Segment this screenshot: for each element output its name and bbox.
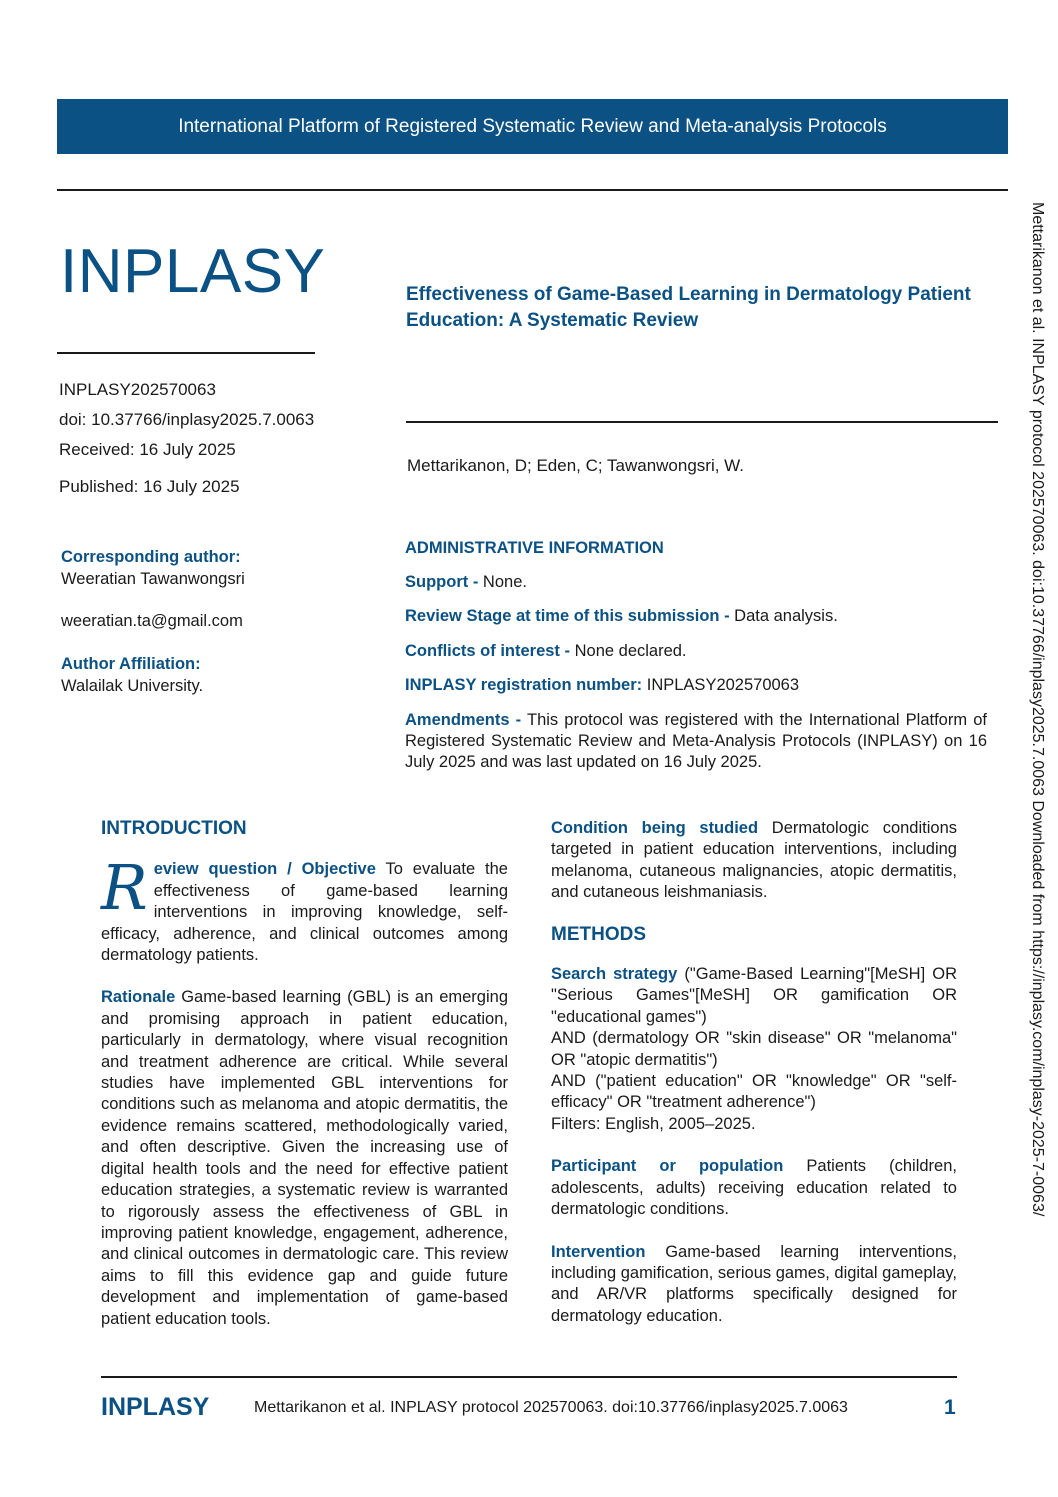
corresponding-author-name: Weeratian Tawanwongsri [61, 570, 245, 588]
review-question-paragraph [101, 851, 508, 966]
registration-id: INPLASY202570063 [59, 380, 216, 399]
logo-divider [57, 352, 315, 354]
banner-text: International Platform of Registered Systematic Review and Meta-analysis Protocols [178, 115, 887, 137]
admin-support [405, 572, 987, 593]
amendments-label: Amendments - [405, 711, 522, 729]
admin-amendments [405, 710, 987, 773]
corresponding-author-email: weeratian.ta@gmail.com [61, 612, 243, 630]
introduction-heading: INTRODUCTION [101, 818, 247, 839]
left-column [101, 818, 508, 1330]
registration-value: INPLASY202570063 [646, 676, 800, 694]
participant-paragraph [551, 1156, 957, 1220]
review-question-label: eview question / Objective [153, 860, 376, 879]
search-strategy-label: Search strategy [551, 965, 678, 984]
search-line-4: Filters: English, 2005–2025. [551, 1114, 756, 1133]
drop-cap: R [101, 851, 148, 925]
admin-review-stage [405, 606, 987, 627]
admin-heading: ADMINISTRATIVE INFORMATION [405, 539, 664, 557]
search-line-3: AND ("patient education" OR "knowledge" OR "self-efficacy" OR "treatment adherence") [551, 1072, 957, 1112]
conflicts-value: None declared. [574, 642, 687, 660]
condition-text: Dermatologic conditions targeted in patient education interventions, including melanoma, cutaneous malignancies, atopic dermatitis, and cutaneous leishmaniasis. [551, 819, 957, 902]
admin-conflicts [405, 641, 987, 662]
intervention-paragraph [551, 1242, 957, 1328]
right-column [551, 818, 957, 1327]
review-stage-value: Data analysis. [734, 607, 838, 625]
participant-label: Participant or population [551, 1157, 784, 1176]
conflicts-label: Conflicts of interest - [405, 642, 571, 660]
search-line-2: AND (dermatology OR "skin disease" OR "melanoma" OR "atopic dermatitis") [551, 1029, 957, 1069]
amendments-value: This protocol was registered with the International Platform of Registered Systematic Review and Meta-Analysis Protocols (INPLASY) on 16 July 2025 and was last updated on 16 July 2025. [405, 711, 987, 771]
review-stage-label: Review Stage at time of this submission - [405, 607, 730, 625]
search-line-1: ("Game-Based Learning"[MeSH] OR "Serious Games"[MeSH] OR gamification OR "educational games") [551, 965, 957, 1026]
doi: doi: 10.37766/inplasy2025.7.0063 [59, 410, 315, 429]
support-label: Support - [405, 573, 479, 591]
review-question-text: To evaluate the effectiveness of game-based learning interventions in improving knowledge, self-efficacy, adherence, and clinical outcomes among dermatology patients. [101, 860, 508, 965]
inplasy-logo: INPLASY [60, 237, 326, 306]
registration-label: INPLASY registration number: [405, 676, 643, 694]
header-banner [57, 99, 1008, 154]
side-download-text: Mettarikanon et al. INPLASY protocol 202570063. doi:10.37766/inplasy2025.7.0063 Downloaded from https://inplasy.com/inplasy-2025-7-0063/ [1029, 202, 1046, 1217]
published-date: Published: 16 July 2025 [59, 477, 240, 496]
received-date: Received: 16 July 2025 [59, 440, 236, 459]
condition-paragraph [551, 818, 957, 904]
support-value: None. [482, 573, 527, 591]
methods-heading: METHODS [551, 923, 646, 945]
footer-citation: Mettarikanon et al. INPLASY protocol 202570063. doi:10.37766/inplasy2025.7.0063 [254, 1399, 848, 1416]
authors: Mettarikanon, D; Eden, C; Tawanwongsri, W. [407, 456, 745, 475]
side-download-note [1026, 202, 1056, 1392]
footer-logo: INPLASY [101, 1393, 210, 1421]
intervention-text: Game-based learning interventions, including gamification, serious games, digital gameplay, and AR/VR platforms specifically designed for dermatology education. [551, 1242, 957, 1325]
paper-title: Effectiveness of Game-Based Learning in Dermatology Patient Education: A Systematic Review [406, 284, 971, 331]
intervention-label: Intervention [551, 1242, 646, 1261]
admin-registration [405, 675, 987, 696]
rationale-text: Game-based learning (GBL) is an emerging and promising approach in patient education, particularly in dermatology, where visual recognition and treatment adherence are critical. While several studies have implemented GBL interventions for conditions such as melanoma and atopic dermatitis, the evidence remains scattered, methodologically varied, and often descriptive. Given the increasing use of digital health tools and the need for effective patient education strategies, a systematic review is warranted to rigorously assess the effectiveness of GBL in improving patient knowledge, engagement, adherence, and clinical outcomes in dermatologic care. This review aims to fill this evidence gap and guide future development and implementation of game-based patient education tools. [101, 988, 508, 1328]
affiliation-value: Walailak University. [61, 677, 204, 695]
participant-text: Patients (children, adolescents, adults) receiving education related to dermatologic conditions. [551, 1157, 957, 1219]
condition-label: Condition being studied [551, 819, 759, 837]
top-divider [57, 189, 1008, 191]
rationale-paragraph [101, 987, 508, 1330]
page-number: 1 [944, 1396, 956, 1419]
corresponding-author-label: Corresponding author: [61, 548, 241, 566]
affiliation-label: Author Affiliation: [61, 655, 201, 673]
rationale-label: Rationale [101, 988, 176, 1007]
title-divider [406, 421, 998, 423]
footer-divider [101, 1376, 957, 1378]
search-strategy-paragraph [551, 964, 957, 1135]
